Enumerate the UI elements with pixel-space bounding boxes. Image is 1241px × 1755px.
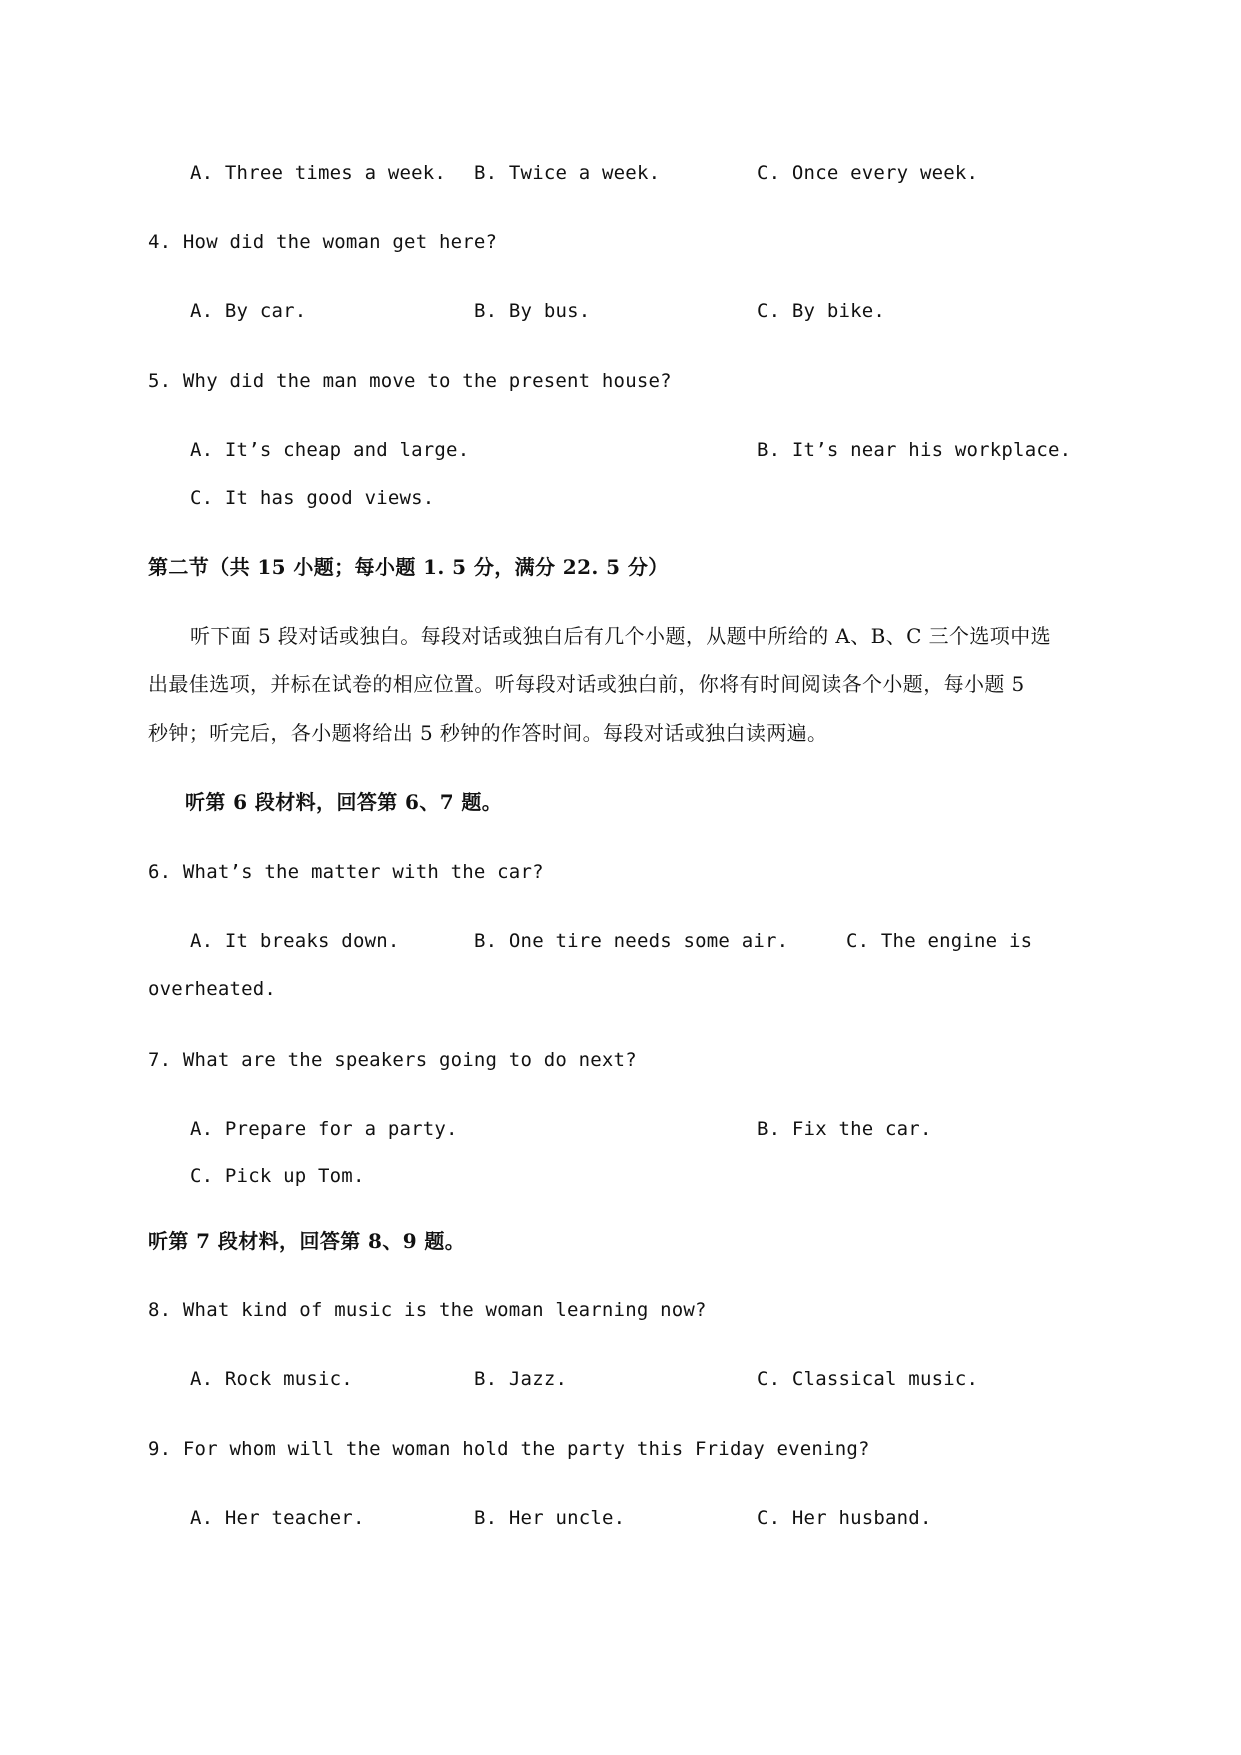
q7-option-b: B. Fix the car. [757, 1118, 932, 1140]
q9-option-c: C. Her husband. [757, 1507, 932, 1529]
q6-option-b: B. One tire needs some air. [474, 930, 789, 952]
q4-option-c: C. By bike. [757, 300, 886, 322]
q3-option-b: B. Twice a week. [474, 162, 661, 184]
q8-option-c: C. Classical music. [757, 1368, 979, 1390]
q6-option-c-continued: overheated. [148, 978, 277, 1000]
q9-option-a: A. Her teacher. [190, 1507, 365, 1529]
q6-question: 6. What’s the matter with the car? [148, 861, 544, 883]
passage7-heading: 听第 7 段材料，回答第 8、9 题。 [148, 1229, 466, 1253]
q5-option-c: C. It has good views. [190, 487, 435, 509]
passage6-heading: 听第 6 段材料，回答第 6、7 题。 [185, 790, 503, 814]
q7-option-a: A. Prepare for a party. [190, 1118, 458, 1140]
q8-option-b: B. Jazz. [474, 1368, 568, 1390]
section2-heading: 第二节（共 15 小题；每小题 1. 5 分，满分 22. 5 分） [148, 555, 669, 579]
section2-instructions-line2: 出最佳选项，并标在试卷的相应位置。听每段对话或独白前，你将有时间阅读各个小题，每小题 5 [148, 672, 1025, 696]
q9-question: 9. For whom will the woman hold the party this Friday evening? [148, 1438, 870, 1460]
q3-option-a: A. Three times a week. [190, 162, 447, 184]
section2-instructions-line1: 听下面 5 段对话或独白。每段对话或独白后有几个小题，从题中所给的 A、B、C 三个选项中选 [190, 624, 1051, 648]
q7-question: 7. What are the speakers going to do next? [148, 1049, 637, 1071]
q8-question: 8. What kind of music is the woman learning now? [148, 1299, 707, 1321]
q4-option-b: B. By bus. [474, 300, 591, 322]
q4-question: 4. How did the woman get here? [148, 231, 498, 253]
q6-option-c: C. The engine is [846, 930, 1033, 952]
q5-option-a: A. It’s cheap and large. [190, 439, 470, 461]
q4-option-a: A. By car. [190, 300, 307, 322]
q8-option-a: A. Rock music. [190, 1368, 353, 1390]
q6-option-a: A. It breaks down. [190, 930, 400, 952]
q3-option-c: C. Once every week. [757, 162, 979, 184]
q5-question: 5. Why did the man move to the present house? [148, 370, 672, 392]
q7-option-c: C. Pick up Tom. [190, 1165, 365, 1187]
q9-option-b: B. Her uncle. [474, 1507, 626, 1529]
q5-option-b: B. It’s near his workplace. [757, 439, 1072, 461]
section2-instructions-line3: 秒钟；听完后，各小题将给出 5 秒钟的作答时间。每段对话或独白读两遍。 [148, 721, 828, 745]
